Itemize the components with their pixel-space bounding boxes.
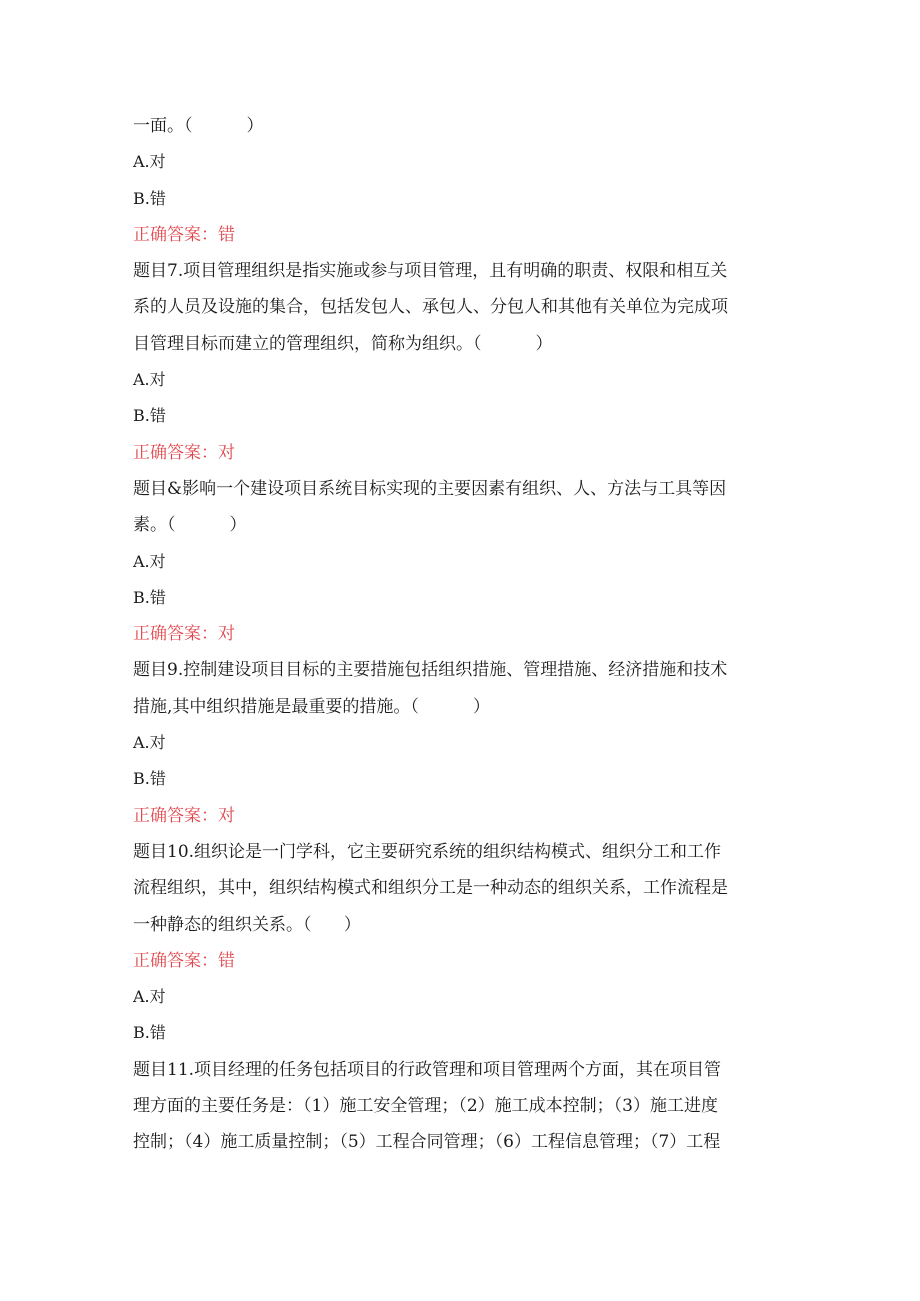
option-a: A.对 — [133, 152, 166, 172]
question-7-line-3: 目管理目标而建立的管理组织，简称为组织。（ ） — [133, 333, 553, 354]
correct-answer: 正确答案：对 — [133, 442, 235, 463]
question-7-line-2: 系的人员及设施的集合，包括发包人、承包人、分包人和其他有关单位为完成项 — [133, 297, 728, 318]
document-body — [133, 108, 793, 1161]
question-11-line-3: 控制；（4）施工质量控制；（5）工程合同管理；（6）工程信息管理；（7）工程 — [133, 1132, 721, 1153]
question-9-line-2: 措施,其中组织措施是最重要的措施。（ ） — [133, 696, 490, 717]
option-a: A.对 — [133, 733, 166, 753]
question-10-line-1: 题目10.组织论是一门学科，它主要研究系统的组织结构模式、组织分工和工作 — [133, 841, 722, 862]
option-b: B.错 — [133, 406, 166, 426]
option-a: A.对 — [133, 987, 166, 1007]
question-7-line-1: 题目7.项目管理组织是指实施或参与项目管理，且有明确的职责、权限和相互关 — [133, 261, 728, 282]
question-11-line-1: 题目11.项目经理的任务包括项目的行政管理和项目管理两个方面，其在项目管 — [133, 1059, 722, 1080]
question-10-line-3: 一种静态的组织关系。（ ） — [133, 914, 361, 935]
option-b: B.错 — [133, 188, 166, 208]
correct-answer: 正确答案：对 — [133, 624, 235, 645]
correct-answer: 正确答案：错 — [133, 950, 235, 971]
option-a: A.对 — [133, 370, 166, 390]
option-a: A.对 — [133, 551, 166, 571]
correct-answer: 正确答案：对 — [133, 805, 235, 826]
question-text-line: 一面。（ ） — [133, 116, 264, 136]
question-8-line-2: 素。（ ） — [133, 515, 247, 536]
question-8-line-1: 题目&影响一个建设项目系统目标实现的主要因素有组织、人、方法与工具等因 — [133, 478, 727, 499]
option-b: B.错 — [133, 769, 166, 789]
question-11-line-2: 理方面的主要任务是：（1）施工安全管理；（2）施工成本控制；（3）施工进度 — [133, 1096, 718, 1117]
option-b: B.错 — [133, 1023, 166, 1043]
option-b: B.错 — [133, 587, 166, 607]
question-10-line-2: 流程组织，其中，组织结构模式和组织分工是一种动态的组织关系，工作流程是 — [133, 878, 728, 899]
question-9-line-1: 题目9.控制建设项目目标的主要措施包括组织措施、管理措施、经济措施和技术 — [133, 660, 728, 681]
correct-answer: 正确答案：错 — [133, 224, 235, 245]
